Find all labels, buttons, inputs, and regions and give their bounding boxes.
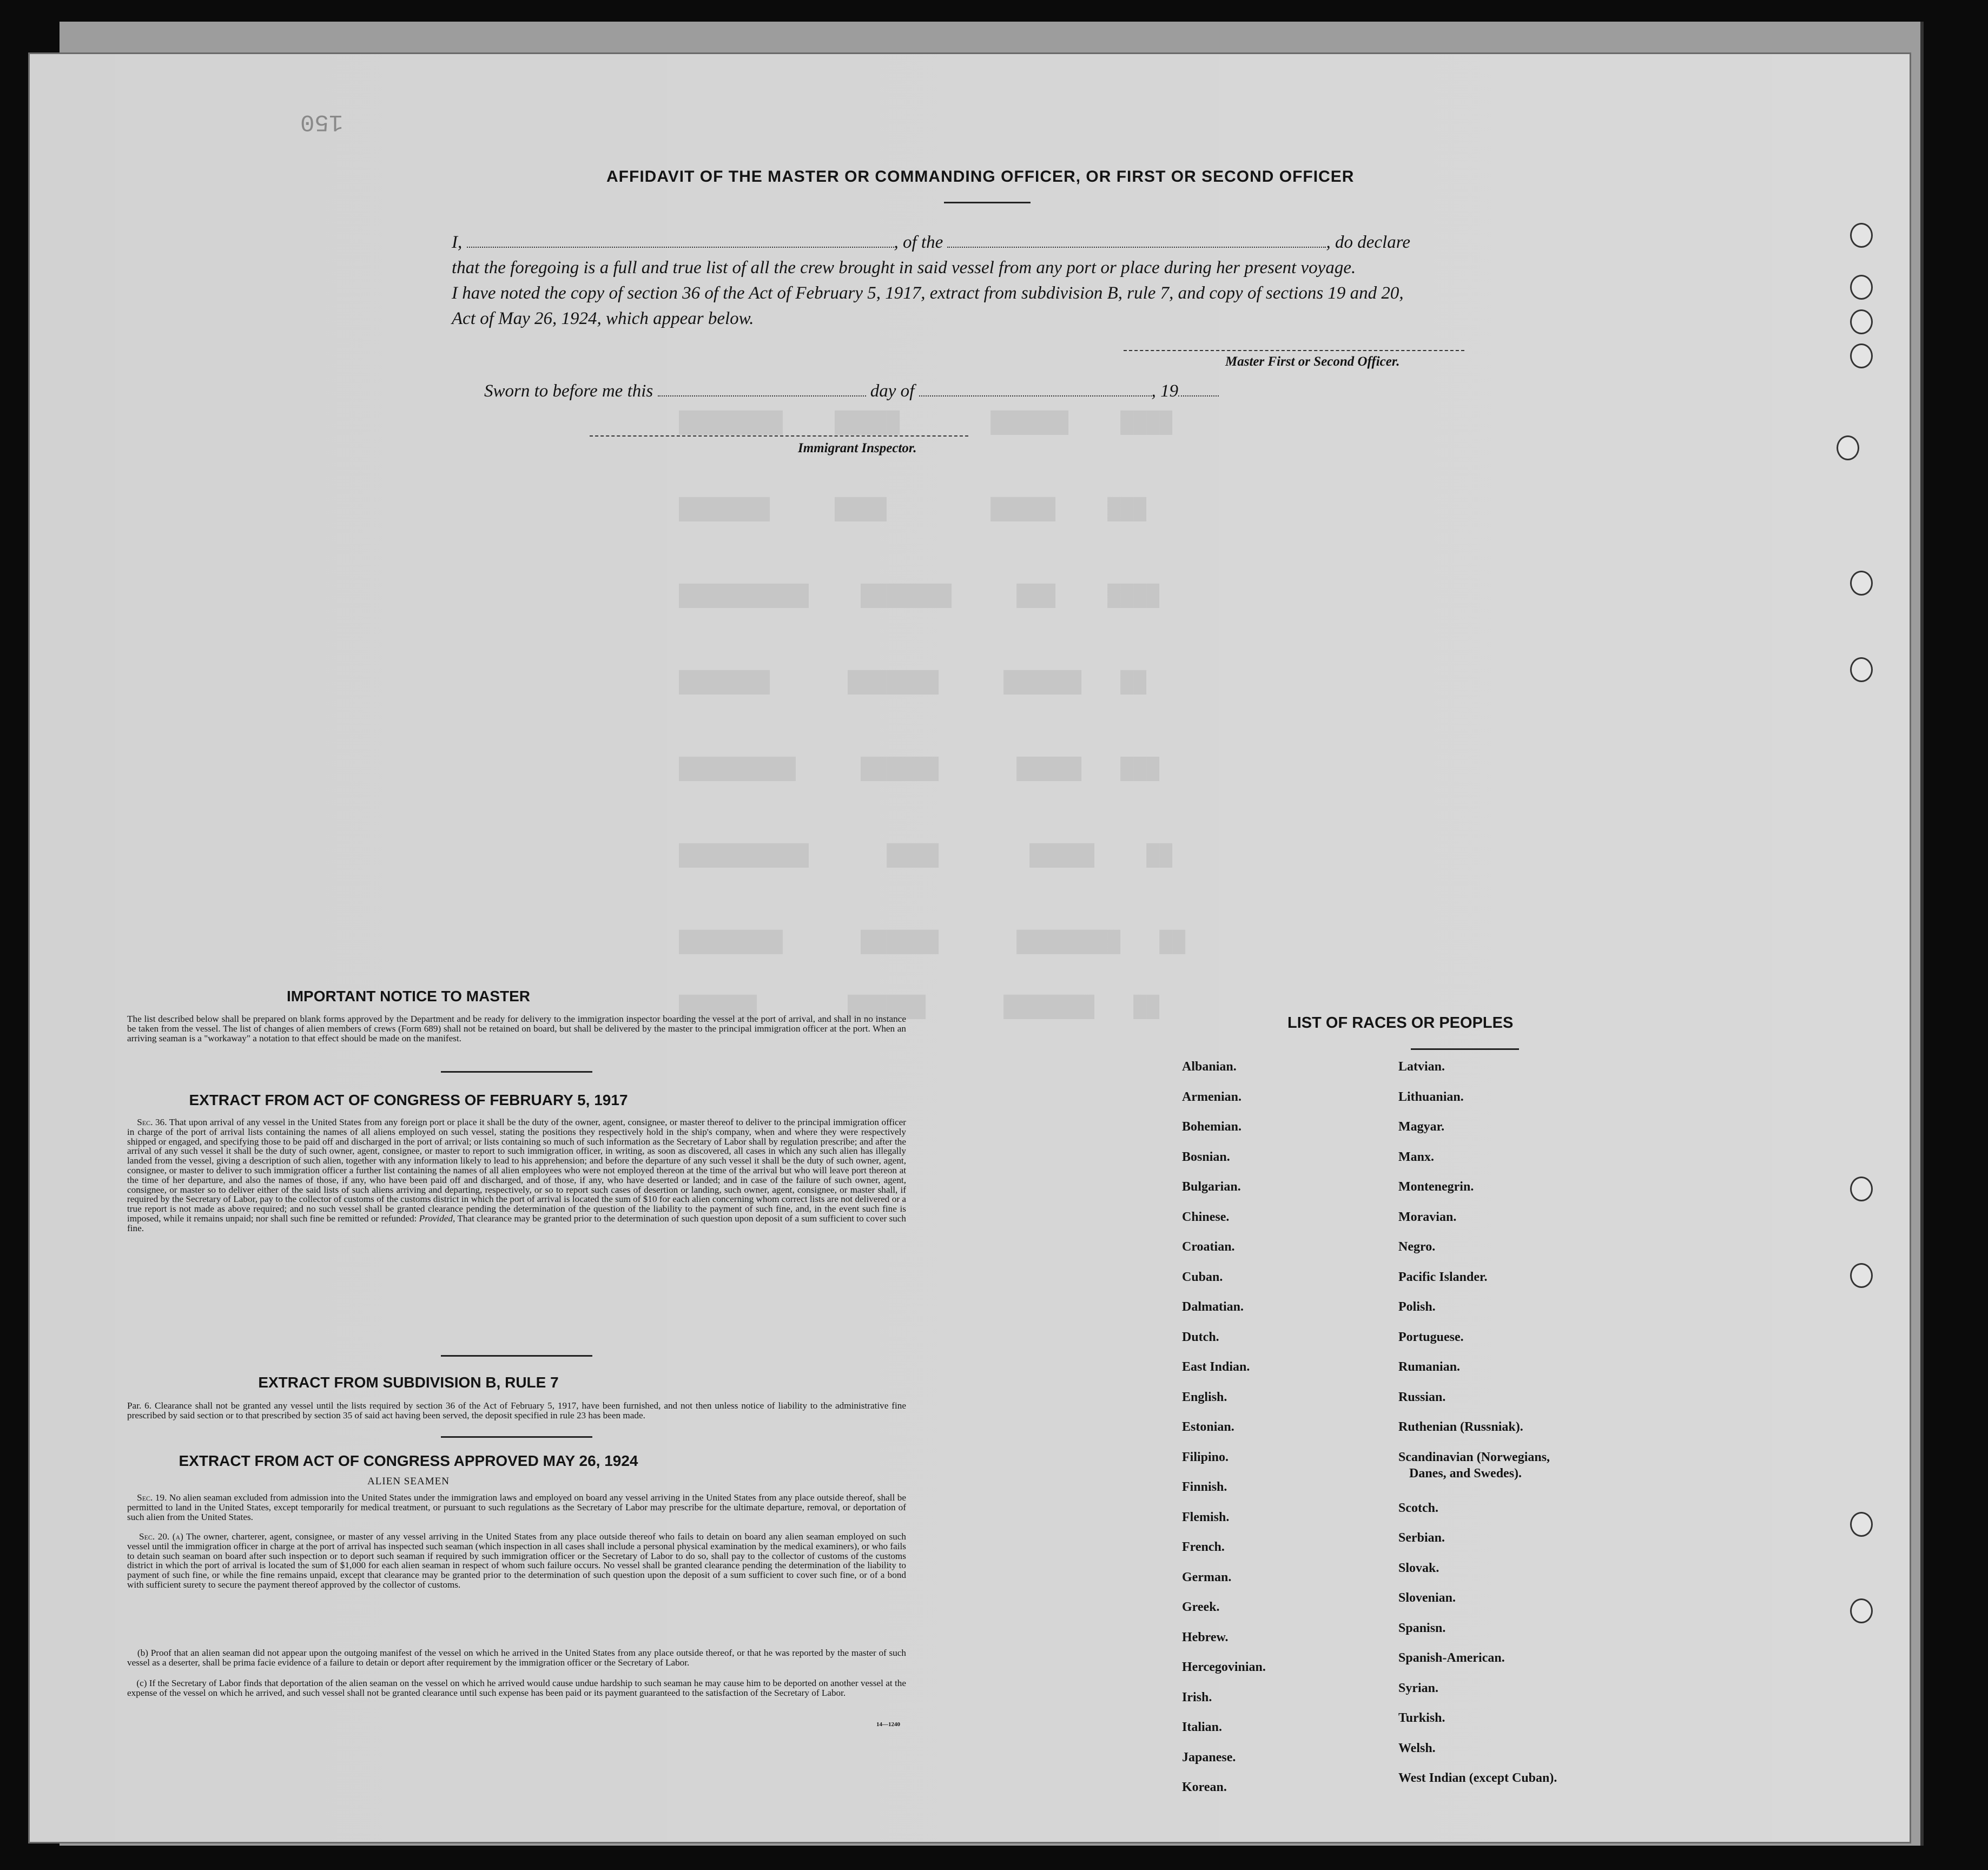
inspector-signature-line xyxy=(590,435,968,437)
race-item: Korean. xyxy=(1182,1780,1227,1794)
race-item: Hercegovinian. xyxy=(1182,1660,1266,1674)
race-item: Scotch. xyxy=(1398,1501,1438,1515)
sec-20c-body: (c) If the Secretary of Labor finds that deportation of the alien seaman on the vessel on which he arrived would cause undue hardship to such seaman he may cause him to be deported on another vessel at the expense of the vessel on which he arrived, and such vessel shall not be granted clearance until such expense has been paid or its payment guaranteed to the satisfaction of the Secretary of Labor. xyxy=(127,1678,907,1698)
sworn-day-blank xyxy=(658,381,866,397)
binder-hole xyxy=(1850,223,1873,248)
race-item: Flemish. xyxy=(1182,1510,1230,1524)
race-item: Manx. xyxy=(1398,1149,1434,1164)
race-item: Scandinavian (Norwegians, xyxy=(1398,1450,1550,1464)
sec-20c-text xyxy=(127,1679,906,1698)
extract-1917-title: EXTRACT FROM ACT OF CONGRESS OF FEBRUARY 5, 1917 xyxy=(189,1092,628,1108)
race-item: Lithuanian. xyxy=(1398,1089,1464,1104)
race-item: Bosnian. xyxy=(1182,1149,1230,1164)
race-item: Irish. xyxy=(1182,1690,1212,1704)
race-item: Rumanian. xyxy=(1398,1360,1461,1374)
race-item: Dalmatian. xyxy=(1182,1300,1244,1314)
race-item: Turkish. xyxy=(1398,1711,1445,1725)
vessel-blank xyxy=(947,233,1326,248)
race-item: English. xyxy=(1182,1390,1227,1404)
race-item: Serbian. xyxy=(1398,1531,1445,1545)
race-item: Latvian. xyxy=(1398,1060,1445,1074)
race-item: Bulgarian. xyxy=(1182,1180,1241,1194)
sec-20b-text xyxy=(127,1648,906,1668)
race-item: Slovenian. xyxy=(1398,1591,1456,1605)
sworn-line xyxy=(484,381,1219,401)
notice-text: The list described below shall be prepared on blank forms approved by the Department and be ready for delivery to the immigration inspector boarding the vessel at the port of arrival, and shall in no instance be taken from the vessel. The list of changes of alien members of crews (Form 689) shall not be retained on board, but shall be delivered by the master to the principal immigration officer at the port. When an arriving seaman is a "workaway" a notation to that effect should be made on the manifest. xyxy=(127,1014,906,1043)
binder-hole xyxy=(1837,435,1859,460)
year-blank xyxy=(1178,381,1219,397)
race-item: Hebrew. xyxy=(1182,1630,1229,1644)
race-item: Filipino. xyxy=(1182,1450,1229,1464)
race-item: Chinese. xyxy=(1182,1210,1230,1224)
race-item: Negro. xyxy=(1398,1240,1436,1254)
bleed-through: ██████████ ███████ ███ ████ xyxy=(679,584,1160,609)
affidavit-line-2: that the foregoing is a full and true list of all the crew brought in said vessel from any port or place during her present voyage. xyxy=(452,258,1356,277)
affidavit-line-3: I have noted the copy of section 36 of the Act of February 5, 1917, extract from subdivision B, rule 7, and copy of sections 19 and 20, xyxy=(452,283,1404,303)
sec-20a-text xyxy=(127,1532,906,1590)
sec-19-body: No alien seaman excluded from admission into the United States under the immigration laws and employed on board any vessel arriving in the United States from any place outside thereof, shall be permitted to land in the United States, except temporarily for medical treatment, or pursuant to such regulations as the Secretary of Labor may prescribe for the ultimate departure, removal, or deportation of such alien from the United States. xyxy=(127,1492,906,1522)
affidavit-title: AFFIDAVIT OF THE MASTER OR COMMANDING OFFICER, OR FIRST OR SECOND OFFICER xyxy=(606,168,1355,186)
affidavit-i: I, xyxy=(452,233,463,252)
race-item: Polish. xyxy=(1398,1300,1436,1314)
binder-hole xyxy=(1850,1263,1873,1288)
race-item: Bohemian. xyxy=(1182,1120,1242,1134)
race-item: Greek. xyxy=(1182,1600,1220,1614)
day-of-text: day of xyxy=(870,381,915,401)
race-item: Danes, and Swedes). xyxy=(1409,1466,1522,1481)
bleed-through: ████████ █████ ██████ ████ xyxy=(679,411,1173,435)
inspector-caption: Immigrant Inspector. xyxy=(798,441,917,455)
race-item: Spanish-American. xyxy=(1398,1651,1505,1665)
page-number-mark: 150 xyxy=(300,108,344,135)
race-item: Ruthenian (Russniak). xyxy=(1398,1420,1523,1434)
race-item: East Indian. xyxy=(1182,1360,1250,1374)
binder-hole xyxy=(1850,571,1873,596)
extract-1924-title: EXTRACT FROM ACT OF CONGRESS APPROVED MAY 26, 1924 xyxy=(179,1452,638,1469)
divider xyxy=(441,1436,592,1438)
form-number: 14—1240 xyxy=(876,1721,900,1728)
extract-rule7-text: Par. 6. Clearance shall not be granted any vessel until the lists required by section 36 of the Act of February 5, 1917, have been furnished, and not then unless notice of liability to the administrative fine prescribed by said section or to that prescribed by section 35 of said act having been served, the deposit specified in rule 23 has been made. xyxy=(127,1400,906,1420)
race-item: German. xyxy=(1182,1570,1232,1584)
bleed-through: ███████ ████ █████ ███ xyxy=(679,498,1147,522)
sec-36-tail: That clearance may be granted prior to the determination of such question upon deposit of a sum sufficient to cover such fine. xyxy=(127,1213,906,1233)
race-item: Italian. xyxy=(1182,1720,1223,1734)
race-item: Magyar. xyxy=(1398,1120,1445,1134)
sworn-month-blank xyxy=(919,381,1152,397)
sec-20a-label: Sec. 20. (a) xyxy=(139,1531,183,1542)
race-item: Moravian. xyxy=(1398,1210,1457,1224)
binder-hole xyxy=(1850,1598,1873,1623)
races-rule xyxy=(1411,1048,1519,1050)
race-item: French. xyxy=(1182,1540,1225,1554)
bleed-through: ██████████ ████ █████ ██ xyxy=(679,844,1173,868)
master-signature-line xyxy=(1124,350,1464,351)
race-item: Armenian. xyxy=(1182,1089,1241,1104)
bleed-through: ████████ ██████ ████████ ██ xyxy=(679,930,1186,955)
divider xyxy=(441,1355,592,1357)
notice-title: IMPORTANT NOTICE TO MASTER xyxy=(286,988,531,1005)
race-item: Pacific Islander. xyxy=(1398,1270,1488,1284)
divider xyxy=(441,1071,592,1073)
title-rule xyxy=(944,202,1031,203)
race-item: Russian. xyxy=(1398,1390,1446,1404)
bleed-through: ███████ ███████ ██████ ██ xyxy=(679,671,1147,695)
race-item: Slovak. xyxy=(1398,1561,1439,1575)
binder-hole xyxy=(1850,1512,1873,1537)
binder-hole xyxy=(1850,309,1873,334)
race-item: Welsh. xyxy=(1398,1741,1436,1755)
affidavit-line-4: Act of May 26, 1924, which appear below. xyxy=(452,309,754,328)
binder-hole xyxy=(1850,1177,1873,1201)
year-text: , 19 xyxy=(1151,381,1179,401)
race-item: Estonian. xyxy=(1182,1420,1234,1434)
binder-hole xyxy=(1850,657,1873,682)
name-blank xyxy=(467,233,894,248)
master-caption: Master First or Second Officer. xyxy=(1225,354,1400,369)
sec-19-text xyxy=(127,1493,906,1522)
bleed-through: █████████ ██████ █████ ███ xyxy=(679,757,1160,782)
affidavit-of-the: , of the xyxy=(894,233,943,252)
race-item: Montenegrin. xyxy=(1398,1180,1474,1194)
race-item: Spanisn. xyxy=(1398,1621,1446,1635)
affidavit-declare: , do declare xyxy=(1326,233,1410,252)
race-item: Japanese. xyxy=(1182,1750,1236,1765)
extract-rule7-title: EXTRACT FROM SUBDIVISION B, RULE 7 xyxy=(258,1374,559,1391)
race-item: West Indian (except Cuban). xyxy=(1398,1771,1557,1785)
race-item: Albanian. xyxy=(1182,1060,1237,1074)
races-title: LIST OF RACES OR PEOPLES xyxy=(1287,1014,1514,1032)
alien-seamen-heading: ALIEN SEAMEN xyxy=(367,1476,450,1487)
race-item: Cuban. xyxy=(1182,1270,1223,1284)
bleed-through: ██████ ██████ ███████ ██ xyxy=(679,995,1160,1020)
provided-word: Provided, xyxy=(419,1213,455,1224)
document-page xyxy=(30,54,1910,1842)
sworn-text: Sworn to before me this xyxy=(484,381,653,401)
race-item: Syrian. xyxy=(1398,1681,1439,1695)
sec-20a-body: The owner, charterer, agent, consignee, or master of any vessel arriving in the United States from any place outside thereof who fails to detain on board any alien seaman employed on such vessel until the immigration officer in charge at the port of arrival has inspected such seaman (which inspection in all cases shall include a personal physical examination by the medical examiners), or who fails to detain such seaman on board after such inspection or to deport such seaman if required by such immigration officer or the Secretary of Labor to do so, shall pay to the collector of customs of the customs district in which the port of arrival is located the sum of $1,000 for each alien seaman in respect of whom such failure occurs. No vessel shall be granted clearance pending the determination of the liability to payment of such fine, or while the fine remains unpaid, except that clearance may be granted prior to the determination of such question upon the deposit of a sum sufficient to cover such fine, or of a bond with sufficient surety to secure the payment thereof approved by the collector of customs. xyxy=(127,1531,906,1590)
extract-1917-text xyxy=(127,1118,906,1233)
sec-19-label: Sec. 19. xyxy=(137,1492,167,1503)
sec-20b-body: (b) Proof that an alien seaman did not appear upon the outgoing manifest of the vessel on which he arrived in the United States from any place outside thereof, or that he was reported by the master of such vessel as a deserter, shall be prima facie evidence of a failure to detain or deport after requirement by the immigration officer or the Secretary of Labor. xyxy=(127,1648,906,1668)
affidavit-line-1 xyxy=(452,233,1410,253)
race-item: Portuguese. xyxy=(1398,1330,1464,1344)
binder-hole xyxy=(1850,275,1873,300)
race-item: Croatian. xyxy=(1182,1240,1235,1254)
sec-36-body: That upon arrival of any vessel in the United States from any foreign port or place it shall be the duty of the owner, agent, consignee, or master thereof to deliver to the principal immigration officer in charge of the port of arrival lists containing the names of all aliens employed on such vessel, stating the positions they respectively hold in the ship's company, when and where they were respectively shipped or engaged, and specifying those to be paid off and discharged in the port of arrival; or lists containing so much of such information as the Secretary of Labor shall by regulation prescribe; and after the arrival of any such vessel it shall be the duty of such owner, agent, consignee, or master to report to such immigration officer, in writing, as soon as discovered, all cases in which any such alien has illegally landed from the vessel, giving a description of such alien, together with any information likely to lead to his apprehension; and before the departure of any such vessel it shall be the duty of such owner, agent, consignee, or master to deliver to such immigration officer a further list containing the names of all alien employees who were not employed thereon at the time of the arrival but who will leave port thereon at the time of her departure, and also the names of those, if any, who have been paid off and discharged, and of those, if any, who have deserted or landed; and in case of the failure of such owner, agent, consignee, or master so to deliver either of the said lists of such aliens arriving and departing, respectively, or so to report such cases of desertion or landing, such owner, agent, consignee, or master shall, if required by the Secretary of Labor, pay to the collector of customs of the customs district in which the port of arrival is located the sum of $10 for each alien concerning whom correct lists are not delivered or a true report is not made as above required; and no such vessel shall be granted clearance pending the determination of the question of the liability to the payment of such fine, and, in the event such fine is imposed, while it remains unpaid; nor shall such fine be remitted or refunded: xyxy=(127,1117,906,1224)
race-item: Finnish. xyxy=(1182,1480,1227,1494)
sec-36-label: Sec. 36. xyxy=(137,1117,167,1127)
binder-hole xyxy=(1850,343,1873,368)
race-item: Dutch. xyxy=(1182,1330,1219,1344)
